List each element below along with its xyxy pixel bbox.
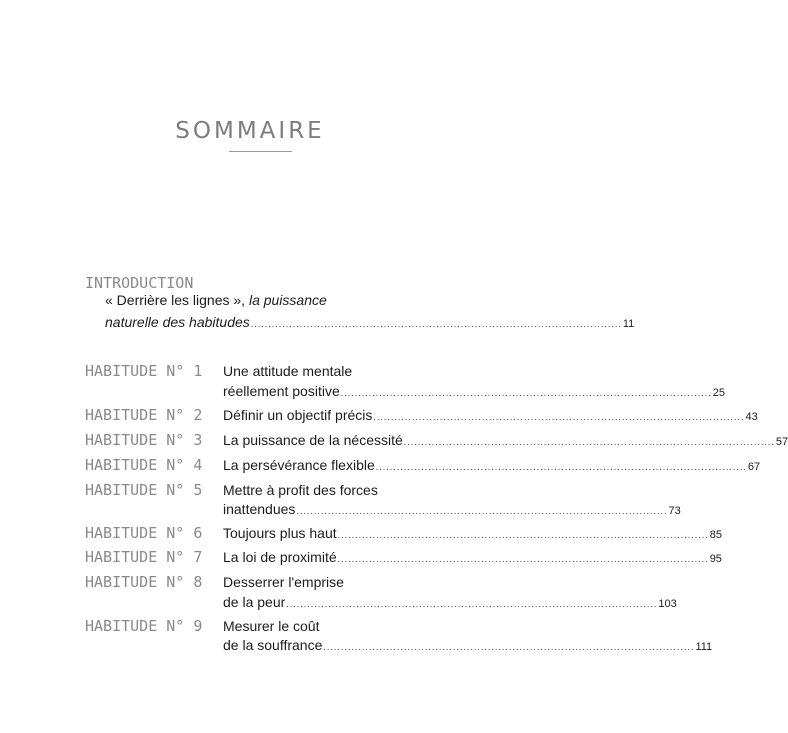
habit-5-page-number: 73	[668, 505, 681, 517]
habit-6-entry	[223, 523, 722, 545]
habit-9-page-number: 111	[695, 641, 713, 653]
habit-8-title-line1: Desserrer l'emprise	[223, 574, 344, 590]
dot-leader: ..........................................................................................................	[323, 642, 695, 652]
habit-4-title: La persévérance flexible	[223, 457, 375, 473]
dot-leader: ..........................................................................................................	[340, 388, 712, 398]
habit-1-page-number: 25	[712, 387, 726, 399]
habit-8-entry	[223, 592, 677, 614]
habit-5-title-line1: Mettre à profit des forces	[223, 482, 378, 498]
habit-2-entry	[223, 405, 758, 427]
habit-1-title-line1: Une attitude mentale	[223, 363, 353, 379]
introduction-heading: INTRODUCTION	[85, 274, 194, 292]
dot-leader: ..........................................................................................................	[286, 599, 658, 609]
introduction-title-line1	[105, 290, 327, 310]
dot-leader: ..........................................................................................................	[373, 412, 745, 422]
habit-8-title-line2: de la peur	[223, 594, 286, 610]
habit-4-page-number: 67	[747, 461, 761, 473]
habit-5-title-line2: inattendues	[223, 501, 296, 517]
habit-8-page-number: 103	[658, 598, 677, 610]
habit-3-page-number: 57	[775, 436, 788, 448]
habit-7-entry	[223, 547, 722, 569]
habit-7-page-number: 95	[709, 553, 722, 565]
habit-1-title-line2: réellement positive	[223, 383, 340, 399]
habit-3-title: La puissance de la nécessité	[223, 432, 403, 448]
introduction-page-number: 11	[622, 318, 635, 330]
dot-leader: ..........................................................................................................	[337, 554, 709, 564]
habit-4-heading: HABITUDE N° 4	[85, 456, 203, 474]
habit-5-entry	[223, 499, 681, 521]
habit-7-title: La loi de proximité	[223, 549, 337, 565]
habit-9-entry	[223, 635, 713, 657]
habit-2-page-number: 43	[745, 411, 758, 423]
habit-9-heading: HABITUDE N° 9	[85, 617, 203, 635]
dot-leader: ..........................................................................................................	[296, 506, 668, 516]
habit-3-entry	[223, 430, 788, 452]
habit-6-page-number: 85	[709, 529, 722, 541]
habit-9-title-line2: de la souffrance	[223, 637, 323, 653]
habit-5-heading: HABITUDE N° 5	[85, 481, 203, 499]
dot-leader: ..........................................................................................................	[375, 462, 747, 472]
dot-leader: ..........................................................................................................	[337, 530, 709, 540]
habit-6-title: Toujours plus haut	[223, 525, 337, 541]
dot-leader: ..........................................................................................................	[250, 319, 622, 329]
habit-3-heading: HABITUDE N° 3	[85, 431, 203, 449]
habit-2-heading: HABITUDE N° 2	[85, 406, 203, 424]
habit-1-heading: HABITUDE N° 1	[85, 362, 203, 380]
habit-9-title-line1: Mesurer le coût	[223, 618, 320, 634]
habit-2-title: Définir un objectif précis	[223, 407, 373, 423]
habit-4-entry	[223, 455, 761, 477]
habit-1-entry	[223, 381, 726, 403]
introduction-entry	[105, 312, 635, 334]
habit-6-heading: HABITUDE N° 6	[85, 524, 203, 542]
introduction-title-part1: « Derrière les lignes »,	[105, 292, 249, 308]
habit-8-heading: HABITUDE N° 8	[85, 573, 203, 591]
introduction-title-part2: la puissance	[248, 292, 327, 308]
habit-7-heading: HABITUDE N° 7	[85, 548, 203, 566]
title-underline	[229, 151, 292, 152]
introduction-title-line2: naturelle des habitudes	[105, 314, 250, 330]
toc-title: SOMMAIRE	[175, 118, 325, 144]
dot-leader: ..........................................................................................................	[403, 437, 775, 447]
